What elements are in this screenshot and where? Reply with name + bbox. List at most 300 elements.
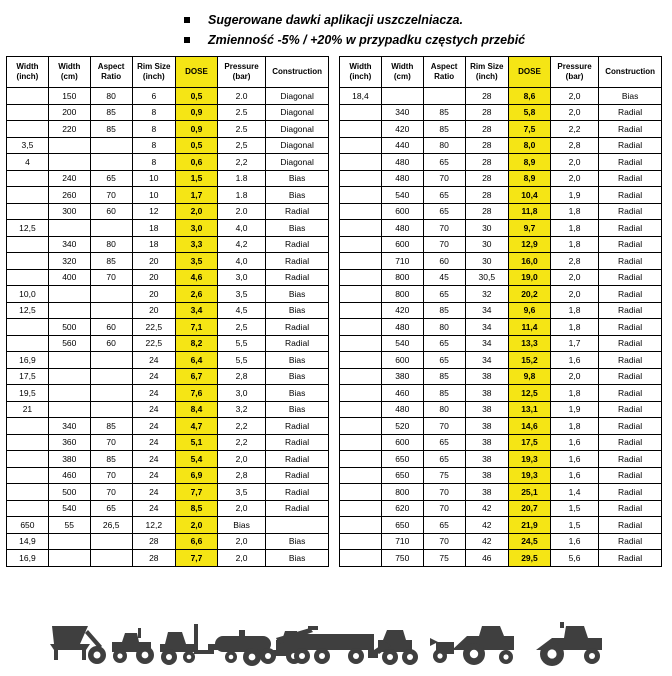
table-row bbox=[340, 451, 662, 468]
cell-pressure: 3,5 bbox=[217, 286, 265, 303]
cell-construction: Radial bbox=[599, 170, 662, 187]
cell-construction: Bias bbox=[599, 88, 662, 105]
cell-rim-size: 28 bbox=[465, 104, 508, 121]
cell-dose: 8,9 bbox=[509, 170, 551, 187]
cell-aspect-ratio bbox=[423, 88, 465, 105]
table-row bbox=[340, 500, 662, 517]
cell-width-cm: 520 bbox=[381, 418, 423, 435]
cell-width-cm bbox=[48, 401, 90, 418]
cell-construction: Radial bbox=[266, 319, 329, 336]
cell-width-inch bbox=[340, 203, 382, 220]
cell-dose: 19,3 bbox=[509, 451, 551, 468]
cell-aspect-ratio bbox=[90, 154, 132, 171]
table-row bbox=[7, 154, 329, 171]
col-header-construction: Construction bbox=[266, 57, 329, 88]
cell-aspect-ratio: 70 bbox=[423, 500, 465, 517]
cell-rim-size: 38 bbox=[465, 434, 508, 451]
cell-rim-size: 28 bbox=[465, 88, 508, 105]
cell-dose: 6,6 bbox=[176, 533, 218, 550]
cell-aspect-ratio: 60 bbox=[90, 319, 132, 336]
cell-width-inch bbox=[7, 500, 49, 517]
cell-dose: 8,4 bbox=[176, 401, 218, 418]
cell-rim-size: 18 bbox=[132, 220, 175, 237]
cell-rim-size: 24 bbox=[132, 467, 175, 484]
cell-aspect-ratio: 85 bbox=[90, 451, 132, 468]
cell-rim-size: 42 bbox=[465, 533, 508, 550]
cell-width-inch bbox=[340, 517, 382, 534]
cell-pressure: 4,5 bbox=[217, 302, 265, 319]
cell-width-cm: 420 bbox=[381, 302, 423, 319]
cell-construction: Radial bbox=[266, 335, 329, 352]
table-row bbox=[340, 319, 662, 336]
table-row bbox=[340, 104, 662, 121]
cell-aspect-ratio: 70 bbox=[90, 187, 132, 204]
cell-dose: 0,6 bbox=[176, 154, 218, 171]
cell-dose: 25,1 bbox=[509, 484, 551, 501]
header-line: Width bbox=[58, 62, 81, 71]
cell-width-cm: 340 bbox=[381, 104, 423, 121]
cell-width-inch bbox=[7, 253, 49, 270]
table-row bbox=[7, 500, 329, 517]
table-row bbox=[7, 550, 329, 567]
cell-pressure: Bias bbox=[217, 517, 265, 534]
cell-width-inch bbox=[7, 467, 49, 484]
cell-aspect-ratio: 85 bbox=[423, 302, 465, 319]
cell-width-inch bbox=[7, 418, 49, 435]
cell-construction: Radial bbox=[599, 253, 662, 270]
cell-width-inch bbox=[7, 203, 49, 220]
cell-width-cm: 620 bbox=[381, 500, 423, 517]
cell-width-inch: 4 bbox=[7, 154, 49, 171]
cell-dose: 0,9 bbox=[176, 104, 218, 121]
cell-rim-size: 38 bbox=[465, 385, 508, 402]
table-row bbox=[7, 517, 329, 534]
forklift-icon bbox=[160, 624, 214, 665]
cell-width-inch bbox=[340, 121, 382, 138]
cell-pressure: 2,0 bbox=[217, 550, 265, 567]
cell-rim-size: 34 bbox=[465, 319, 508, 336]
cell-dose: 9,6 bbox=[509, 302, 551, 319]
table-row bbox=[7, 88, 329, 105]
cell-rim-size: 24 bbox=[132, 401, 175, 418]
cell-aspect-ratio: 85 bbox=[423, 104, 465, 121]
cell-aspect-ratio: 70 bbox=[423, 533, 465, 550]
cell-dose: 8,0 bbox=[509, 137, 551, 154]
cell-pressure: 4,0 bbox=[217, 253, 265, 270]
cell-dose: 6,4 bbox=[176, 352, 218, 369]
cell-width-inch bbox=[340, 533, 382, 550]
header-line: (inch) bbox=[475, 72, 498, 81]
cell-dose: 15,2 bbox=[509, 352, 551, 369]
cell-dose: 16,0 bbox=[509, 253, 551, 270]
header-line: (inch) bbox=[349, 72, 372, 81]
cell-width-inch bbox=[340, 319, 382, 336]
cell-rim-size: 42 bbox=[465, 500, 508, 517]
table-row bbox=[7, 352, 329, 369]
table-row bbox=[7, 418, 329, 435]
col-header-width-cm bbox=[48, 57, 90, 88]
cell-construction: Radial bbox=[266, 418, 329, 435]
table-row bbox=[340, 335, 662, 352]
cell-construction: Radial bbox=[266, 203, 329, 220]
cell-aspect-ratio: 70 bbox=[423, 220, 465, 237]
cell-construction: Radial bbox=[599, 236, 662, 253]
cell-aspect-ratio: 70 bbox=[90, 484, 132, 501]
cell-pressure: 2,8 bbox=[550, 253, 598, 270]
cell-rim-size: 20 bbox=[132, 253, 175, 270]
cell-aspect-ratio: 80 bbox=[423, 401, 465, 418]
cell-pressure: 2,2 bbox=[217, 154, 265, 171]
cell-pressure: 1,8 bbox=[550, 236, 598, 253]
cell-dose: 0,5 bbox=[176, 137, 218, 154]
cell-rim-size: 8 bbox=[132, 154, 175, 171]
cell-width-cm bbox=[48, 154, 90, 171]
tyre-dose-table-right bbox=[339, 56, 662, 567]
table-row bbox=[340, 550, 662, 567]
table-row bbox=[340, 203, 662, 220]
cell-construction: Radial bbox=[599, 550, 662, 567]
cell-width-inch: 12,5 bbox=[7, 302, 49, 319]
table-row bbox=[7, 451, 329, 468]
cell-construction: Bias bbox=[266, 385, 329, 402]
cell-width-cm: 440 bbox=[381, 137, 423, 154]
cell-pressure: 1.8 bbox=[217, 187, 265, 204]
header-line: (bar) bbox=[565, 72, 584, 81]
table-row bbox=[7, 236, 329, 253]
skid-steer-icon bbox=[368, 630, 418, 665]
cell-pressure: 1,6 bbox=[550, 352, 598, 369]
cell-width-inch: 16,9 bbox=[7, 352, 49, 369]
table-row bbox=[340, 484, 662, 501]
header-line: Aspect bbox=[430, 62, 458, 71]
header-line: (inch) bbox=[142, 72, 165, 81]
cell-width-cm bbox=[48, 137, 90, 154]
table-row bbox=[7, 467, 329, 484]
cell-pressure: 1,6 bbox=[550, 451, 598, 468]
cell-width-inch bbox=[340, 467, 382, 484]
cell-aspect-ratio: 65 bbox=[423, 154, 465, 171]
cell-aspect-ratio bbox=[90, 220, 132, 237]
cell-construction: Radial bbox=[599, 187, 662, 204]
cell-width-inch bbox=[7, 484, 49, 501]
cell-rim-size: 20 bbox=[132, 302, 175, 319]
cell-construction: Radial bbox=[599, 286, 662, 303]
cell-rim-size: 46 bbox=[465, 550, 508, 567]
cell-construction: Radial bbox=[266, 434, 329, 451]
cell-pressure: 2,0 bbox=[550, 269, 598, 286]
cell-aspect-ratio bbox=[90, 302, 132, 319]
cell-rim-size: 38 bbox=[465, 484, 508, 501]
combine-harvester-icon bbox=[430, 626, 514, 665]
cell-width-cm: 650 bbox=[381, 517, 423, 534]
cell-width-cm bbox=[48, 352, 90, 369]
col-header-construction: Construction bbox=[599, 57, 662, 88]
cell-rim-size: 28 bbox=[465, 121, 508, 138]
cell-width-inch bbox=[7, 104, 49, 121]
cell-construction: Radial bbox=[599, 368, 662, 385]
cell-construction: Radial bbox=[599, 385, 662, 402]
cell-dose: 21,9 bbox=[509, 517, 551, 534]
cell-width-inch bbox=[340, 434, 382, 451]
cell-construction: Radial bbox=[266, 253, 329, 270]
cell-aspect-ratio: 65 bbox=[423, 451, 465, 468]
header-line: (cm) bbox=[393, 72, 411, 81]
cell-dose: 19,3 bbox=[509, 467, 551, 484]
table-row bbox=[340, 236, 662, 253]
cell-construction: Radial bbox=[599, 451, 662, 468]
bullet-icon bbox=[184, 17, 190, 23]
cell-aspect-ratio: 60 bbox=[90, 335, 132, 352]
cell-pressure: 1,8 bbox=[550, 203, 598, 220]
machine-silhouettes-footer bbox=[0, 608, 672, 676]
cell-width-inch: 16,9 bbox=[7, 550, 49, 567]
cell-width-inch bbox=[340, 368, 382, 385]
col-header-pressure bbox=[550, 57, 598, 88]
table-row bbox=[7, 253, 329, 270]
cell-construction: Radial bbox=[599, 434, 662, 451]
cell-pressure: 3,5 bbox=[217, 484, 265, 501]
cell-dose: 2,0 bbox=[176, 517, 218, 534]
table-row bbox=[340, 286, 662, 303]
cell-aspect-ratio bbox=[90, 533, 132, 550]
col-header-rim-size bbox=[132, 57, 175, 88]
cell-dose: 2,6 bbox=[176, 286, 218, 303]
cell-width-cm: 55 bbox=[48, 517, 90, 534]
table-row bbox=[7, 385, 329, 402]
cell-rim-size: 28 bbox=[465, 170, 508, 187]
table-row bbox=[340, 533, 662, 550]
cell-rim-size: 22,5 bbox=[132, 319, 175, 336]
cell-dose: 20,2 bbox=[509, 286, 551, 303]
cell-pressure: 2,2 bbox=[217, 434, 265, 451]
cell-width-cm: 480 bbox=[381, 154, 423, 171]
cell-construction: Radial bbox=[266, 269, 329, 286]
cell-dose: 7,1 bbox=[176, 319, 218, 336]
cell-pressure: 3,0 bbox=[217, 385, 265, 402]
table-row bbox=[340, 434, 662, 451]
cell-construction: Bias bbox=[266, 352, 329, 369]
cell-width-inch bbox=[340, 187, 382, 204]
note-item bbox=[180, 10, 672, 30]
cell-rim-size: 24 bbox=[132, 500, 175, 517]
cell-width-inch bbox=[340, 220, 382, 237]
cell-rim-size: 34 bbox=[465, 335, 508, 352]
cell-dose: 9,7 bbox=[509, 220, 551, 237]
cell-width-inch bbox=[340, 550, 382, 567]
table-row bbox=[7, 203, 329, 220]
cell-width-cm: 500 bbox=[48, 319, 90, 336]
header-line: (bar) bbox=[232, 72, 251, 81]
cell-width-inch bbox=[7, 187, 49, 204]
cell-dose: 7,6 bbox=[176, 385, 218, 402]
cell-rim-size: 32 bbox=[465, 286, 508, 303]
cell-rim-size: 42 bbox=[465, 517, 508, 534]
cell-dose: 3,0 bbox=[176, 220, 218, 237]
cell-width-inch bbox=[340, 500, 382, 517]
cell-pressure: 5,5 bbox=[217, 352, 265, 369]
table-row bbox=[7, 220, 329, 237]
cell-width-cm: 800 bbox=[381, 286, 423, 303]
cell-width-cm: 340 bbox=[48, 418, 90, 435]
header-line: Width bbox=[391, 62, 414, 71]
cell-pressure: 1,8 bbox=[550, 319, 598, 336]
cell-construction: Diagonal bbox=[266, 121, 329, 138]
cell-aspect-ratio: 65 bbox=[423, 335, 465, 352]
cell-pressure: 2,8 bbox=[217, 467, 265, 484]
cell-aspect-ratio: 65 bbox=[423, 203, 465, 220]
table-row bbox=[7, 121, 329, 138]
cell-aspect-ratio: 85 bbox=[90, 253, 132, 270]
cell-width-cm: 320 bbox=[48, 253, 90, 270]
table-header-row bbox=[340, 57, 662, 88]
cell-rim-size: 28 bbox=[465, 137, 508, 154]
cell-rim-size: 10 bbox=[132, 187, 175, 204]
cell-aspect-ratio: 65 bbox=[423, 434, 465, 451]
cell-aspect-ratio: 65 bbox=[423, 352, 465, 369]
cell-aspect-ratio: 80 bbox=[423, 319, 465, 336]
cell-width-cm bbox=[48, 385, 90, 402]
tractor-icon bbox=[536, 622, 602, 666]
table-row bbox=[7, 137, 329, 154]
cell-width-cm: 200 bbox=[48, 104, 90, 121]
col-header-dose: DOSE bbox=[176, 57, 218, 88]
table-row bbox=[7, 286, 329, 303]
cell-width-cm: 420 bbox=[381, 121, 423, 138]
cell-width-inch: 18,4 bbox=[340, 88, 382, 105]
cell-width-inch bbox=[7, 335, 49, 352]
cell-width-cm: 360 bbox=[48, 434, 90, 451]
cell-rim-size: 30,5 bbox=[465, 269, 508, 286]
col-header-rim-size bbox=[465, 57, 508, 88]
cell-rim-size: 38 bbox=[465, 401, 508, 418]
cell-pressure: 2,0 bbox=[550, 154, 598, 171]
cell-rim-size: 24 bbox=[132, 484, 175, 501]
cell-rim-size: 6 bbox=[132, 88, 175, 105]
cell-width-cm: 150 bbox=[48, 88, 90, 105]
cell-dose: 0,9 bbox=[176, 121, 218, 138]
table-row bbox=[340, 418, 662, 435]
bullet-icon bbox=[184, 37, 190, 43]
cell-rim-size: 24 bbox=[132, 418, 175, 435]
cell-construction bbox=[266, 517, 329, 534]
table-row bbox=[340, 253, 662, 270]
table-row bbox=[340, 517, 662, 534]
cell-width-cm: 560 bbox=[48, 335, 90, 352]
tyre-dose-tables bbox=[0, 56, 672, 567]
cell-aspect-ratio: 70 bbox=[423, 170, 465, 187]
table-row bbox=[7, 170, 329, 187]
note-text: Sugerowane dawki aplikacji uszczelniacza. bbox=[208, 13, 463, 27]
cell-width-cm: 540 bbox=[381, 187, 423, 204]
cell-width-inch bbox=[7, 88, 49, 105]
cell-rim-size: 12,2 bbox=[132, 517, 175, 534]
cell-rim-size: 34 bbox=[465, 352, 508, 369]
cell-pressure: 2,0 bbox=[550, 368, 598, 385]
table-row bbox=[7, 319, 329, 336]
cell-aspect-ratio: 80 bbox=[90, 88, 132, 105]
cell-aspect-ratio bbox=[90, 385, 132, 402]
cell-rim-size: 18 bbox=[132, 236, 175, 253]
cell-width-inch: 14,9 bbox=[7, 533, 49, 550]
cell-width-cm: 460 bbox=[48, 467, 90, 484]
cell-construction: Radial bbox=[599, 352, 662, 369]
cell-rim-size: 20 bbox=[132, 286, 175, 303]
notes-list bbox=[0, 0, 672, 56]
note-text: Zmienność -5% / +20% w przypadku częstych przebić bbox=[208, 33, 526, 47]
cell-pressure: 2,5 bbox=[217, 137, 265, 154]
table-row bbox=[7, 302, 329, 319]
cell-construction: Radial bbox=[599, 319, 662, 336]
cell-pressure: 3,2 bbox=[217, 401, 265, 418]
cell-rim-size: 30 bbox=[465, 236, 508, 253]
cell-pressure: 1,8 bbox=[550, 220, 598, 237]
cell-width-inch: 17,5 bbox=[7, 368, 49, 385]
cell-pressure: 1,8 bbox=[550, 418, 598, 435]
cell-width-inch bbox=[340, 154, 382, 171]
cell-pressure: 2,0 bbox=[550, 104, 598, 121]
cell-pressure: 2,0 bbox=[217, 451, 265, 468]
col-header-width-inch bbox=[340, 57, 382, 88]
cell-aspect-ratio: 85 bbox=[90, 418, 132, 435]
header-line: Width bbox=[349, 62, 372, 71]
cell-pressure: 1,8 bbox=[550, 385, 598, 402]
cell-construction: Bias bbox=[266, 170, 329, 187]
cell-width-inch: 3,5 bbox=[7, 137, 49, 154]
cell-width-cm bbox=[48, 550, 90, 567]
cell-width-inch bbox=[7, 451, 49, 468]
cell-rim-size: 10 bbox=[132, 170, 175, 187]
cell-width-cm: 480 bbox=[381, 220, 423, 237]
header-line: Width bbox=[16, 62, 39, 71]
cell-construction: Bias bbox=[266, 220, 329, 237]
cell-pressure: 2,0 bbox=[217, 500, 265, 517]
cell-dose: 0,5 bbox=[176, 88, 218, 105]
cell-dose: 14,6 bbox=[509, 418, 551, 435]
cell-width-cm bbox=[48, 286, 90, 303]
cell-rim-size: 38 bbox=[465, 368, 508, 385]
cell-width-inch: 10,0 bbox=[7, 286, 49, 303]
cell-construction: Radial bbox=[266, 236, 329, 253]
tyre-dose-table-left bbox=[6, 56, 329, 567]
col-header-pressure bbox=[217, 57, 265, 88]
cell-rim-size: 38 bbox=[465, 418, 508, 435]
cell-width-cm: 600 bbox=[381, 352, 423, 369]
cell-pressure: 2,8 bbox=[217, 368, 265, 385]
cell-aspect-ratio bbox=[90, 352, 132, 369]
cell-pressure: 2,2 bbox=[217, 418, 265, 435]
table-row bbox=[340, 121, 662, 138]
cell-width-cm: 480 bbox=[381, 401, 423, 418]
cell-width-inch bbox=[7, 319, 49, 336]
cell-construction: Radial bbox=[599, 533, 662, 550]
cell-construction: Radial bbox=[599, 154, 662, 171]
cell-aspect-ratio: 45 bbox=[423, 269, 465, 286]
cell-construction: Bias bbox=[266, 368, 329, 385]
cell-width-inch bbox=[340, 401, 382, 418]
cell-dose: 1,5 bbox=[176, 170, 218, 187]
table-row bbox=[7, 104, 329, 121]
cell-width-cm: 710 bbox=[381, 533, 423, 550]
cell-aspect-ratio: 70 bbox=[90, 467, 132, 484]
cell-pressure: 2,5 bbox=[217, 319, 265, 336]
cell-width-cm: 380 bbox=[48, 451, 90, 468]
cell-construction: Bias bbox=[266, 401, 329, 418]
cell-width-inch bbox=[340, 104, 382, 121]
cell-rim-size: 38 bbox=[465, 451, 508, 468]
cell-pressure: 2,8 bbox=[550, 137, 598, 154]
cell-dose: 13,3 bbox=[509, 335, 551, 352]
header-line: Pressure bbox=[557, 62, 592, 71]
